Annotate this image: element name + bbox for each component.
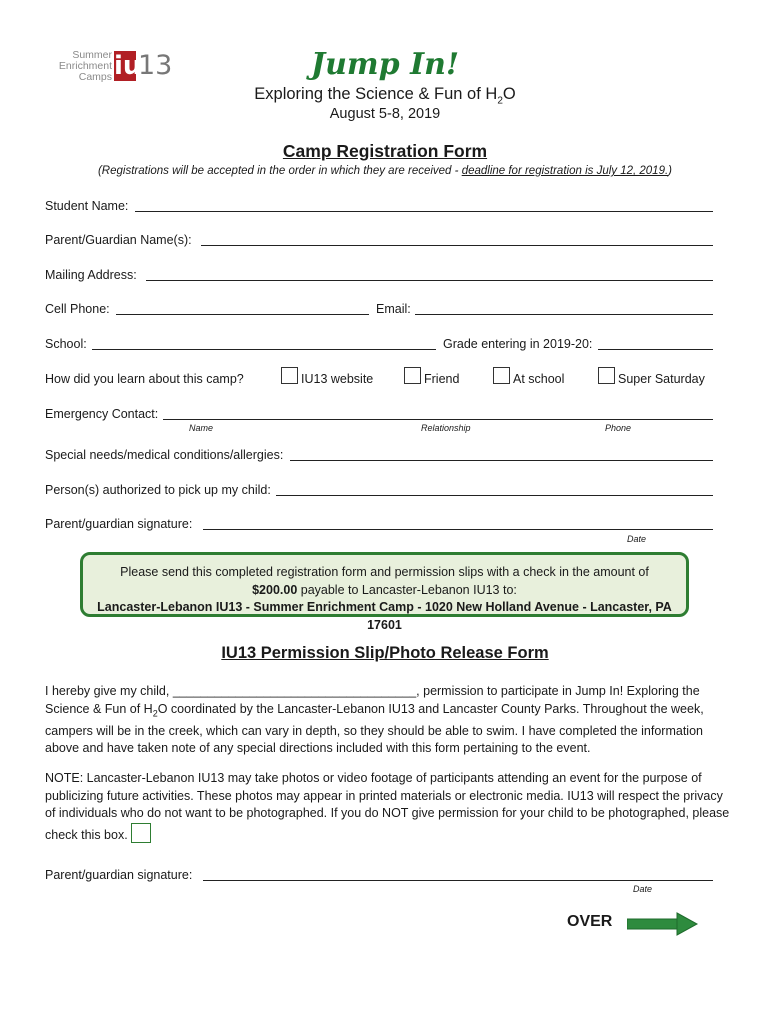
parent-signature-field[interactable] bbox=[203, 529, 713, 530]
special-needs-label: Special needs/medical conditions/allergies: bbox=[45, 448, 284, 462]
logo-line-2: Enrichment bbox=[58, 60, 112, 72]
subtitle-text: Exploring the Science & Fun of H bbox=[254, 85, 498, 103]
checkbox-super-saturday[interactable] bbox=[598, 367, 615, 384]
checkbox-at-school[interactable] bbox=[493, 367, 510, 384]
over-label: OVER bbox=[567, 913, 613, 930]
mailing-address-field[interactable] bbox=[146, 280, 713, 281]
note-text-end: ) bbox=[668, 165, 673, 177]
mailing-address-label: Mailing Address: bbox=[45, 268, 137, 282]
emergency-name-caption: Name bbox=[189, 423, 214, 433]
option-at-school: At school bbox=[513, 372, 565, 386]
permission-subscript: 2 bbox=[152, 708, 158, 718]
registration-note bbox=[0, 165, 770, 177]
logo-number: 13 bbox=[138, 50, 173, 81]
logo-line-1: Summer bbox=[72, 49, 112, 61]
payment-line-1: Please send this completed registration form and permission slips with a check in the amount of bbox=[120, 565, 649, 579]
logo-mark: iu bbox=[114, 51, 142, 81]
email-field[interactable] bbox=[415, 314, 713, 315]
logo-line-3: Camps bbox=[78, 71, 112, 83]
school-label: School: bbox=[45, 337, 87, 351]
parent-names-field[interactable] bbox=[201, 245, 713, 246]
permission-text-c: O coordinated by the Lancaster-Lebanon IU13 and Lancaster County Parks. Throughout the week, campers will be in the creek, which can vary in depth, so they should be able to swim. I have completed the information above and have taken note of any special directions included with this form pertaining to the event. bbox=[45, 701, 704, 755]
registration-form-title: Camp Registration Form bbox=[282, 141, 488, 161]
emergency-relationship-caption: Relationship bbox=[421, 423, 471, 433]
permission-text-a: I hereby give my child, bbox=[45, 684, 173, 698]
subtitle-subscript: 2 bbox=[497, 95, 503, 107]
option-iu13-website: IU13 website bbox=[301, 372, 374, 386]
signature-date-caption: Date bbox=[627, 534, 647, 544]
payment-address: Lancaster-Lebanon IU13 - Summer Enrichment Camp - 1020 New Holland Avenue - Lancaster, PA 17601 bbox=[97, 600, 672, 632]
note-deadline: deadline for registration is July 12, 2019. bbox=[461, 165, 669, 177]
subtitle-text-end: O bbox=[502, 85, 516, 103]
photo-release-paragraph bbox=[45, 770, 735, 844]
permission-signature-label: Parent/guardian signature: bbox=[45, 868, 193, 882]
grade-field[interactable] bbox=[598, 349, 713, 350]
permission-form-title: IU13 Permission Slip/Photo Release Form bbox=[221, 644, 549, 662]
right-arrow-icon bbox=[627, 912, 699, 936]
cell-phone-label: Cell Phone: bbox=[45, 302, 110, 316]
learn-about-label: How did you learn about this camp? bbox=[45, 372, 244, 386]
pickup-authorized-field[interactable] bbox=[276, 495, 713, 496]
child-name-field[interactable]: ___________________________________ bbox=[172, 684, 417, 698]
cell-phone-field[interactable] bbox=[116, 314, 369, 315]
emergency-phone-caption: Phone bbox=[605, 423, 632, 433]
photo-release-text: NOTE: Lancaster-Lebanon IU13 may take photos or video footage of participants attending an event for the purpose of publicizing future activities. These photos may appear in printed materials or electronic media. IU13 will respect the privacy of individuals who do not want to be photographed. If you do NOT give permission for your child to be photographed, please check this box. bbox=[45, 771, 730, 842]
student-name-label: Student Name: bbox=[45, 199, 129, 213]
checkbox-iu13-website[interactable] bbox=[281, 367, 298, 384]
permission-text-b: , permission to participate in Jump In! Exploring the Science & Fun of H bbox=[45, 684, 700, 716]
note-text: (Registrations will be accepted in the order in which they are received - bbox=[97, 165, 462, 177]
pickup-authorized-label: Person(s) authorized to pick up my child: bbox=[45, 483, 271, 497]
checkbox-friend[interactable] bbox=[404, 367, 421, 384]
parent-names-label: Parent/Guardian Name(s): bbox=[45, 233, 192, 247]
emergency-contact-label: Emergency Contact: bbox=[45, 407, 159, 421]
page-title: Jump In! bbox=[310, 47, 460, 82]
grade-label: Grade entering in 2019-20: bbox=[443, 337, 593, 351]
photo-optout-checkbox[interactable] bbox=[131, 823, 151, 843]
permission-paragraph bbox=[45, 683, 735, 758]
page-subtitle bbox=[0, 85, 770, 106]
payment-line-2 bbox=[83, 582, 686, 600]
special-needs-field[interactable] bbox=[290, 460, 713, 461]
event-dates: August 5-8, 2019 bbox=[329, 106, 441, 122]
payment-instructions-box bbox=[80, 552, 689, 632]
permission-date-caption: Date bbox=[633, 884, 653, 894]
student-name-field[interactable] bbox=[135, 211, 713, 212]
option-super-saturday: Super Saturday bbox=[618, 372, 705, 386]
payment-payable: payable to Lancaster-Lebanon IU13 to: bbox=[297, 582, 517, 597]
permission-signature-field[interactable] bbox=[203, 880, 713, 881]
emergency-contact-field[interactable] bbox=[163, 419, 713, 420]
parent-signature-label: Parent/guardian signature: bbox=[45, 517, 193, 531]
option-friend: Friend bbox=[424, 372, 460, 386]
email-label: Email: bbox=[376, 302, 411, 316]
payment-amount: $200.00 bbox=[252, 582, 298, 597]
school-field[interactable] bbox=[92, 349, 436, 350]
